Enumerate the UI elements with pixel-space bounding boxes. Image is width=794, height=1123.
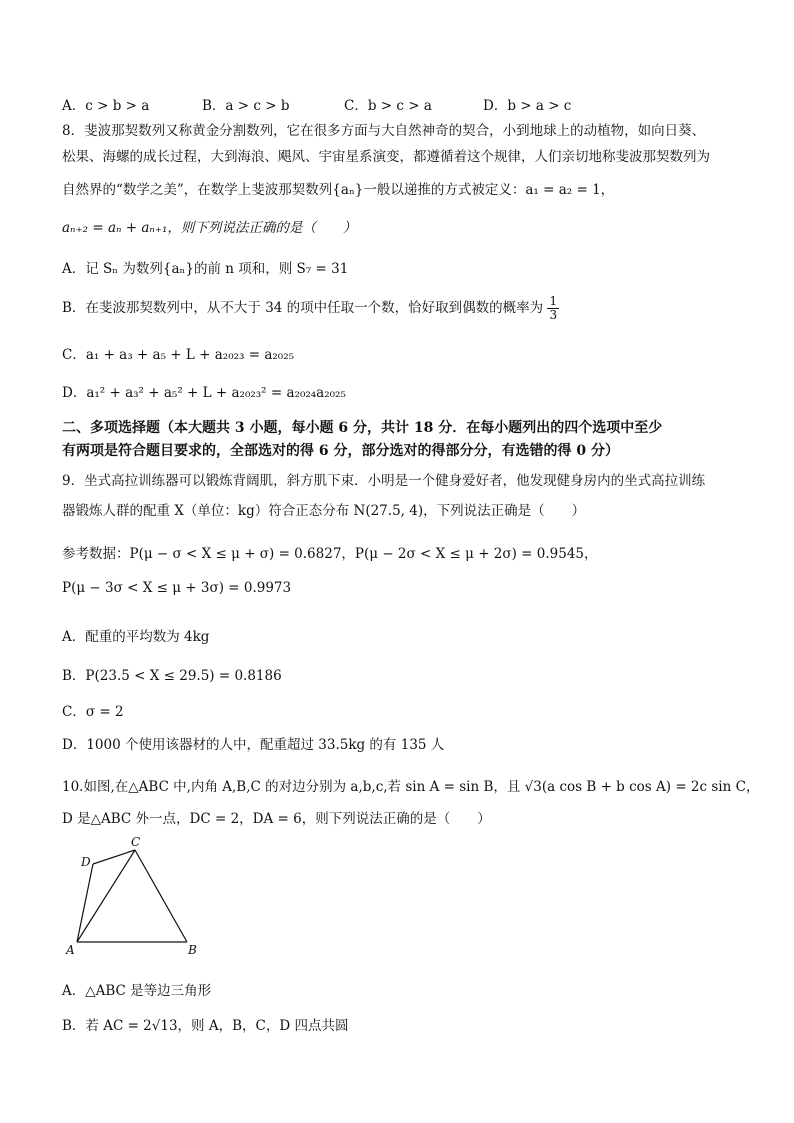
figure-segment-bc xyxy=(135,850,187,942)
figure-label-a: A xyxy=(66,943,75,957)
figure-label-d: D xyxy=(81,855,91,869)
q7-option-a: A．c > b > a xyxy=(62,98,150,114)
section-2-heading-line-1: 二、多项选择题（本大题共 3 小题，每小题 6 分，共计 18 分．在每小题列出的四个选项中至少 xyxy=(62,420,663,436)
q8-option-b-text: B．在斐波那契数列中，从不大于 34 的项中任取一个数，恰好取到偶数的概率为 xyxy=(62,300,544,316)
q8-option-b xyxy=(62,295,559,322)
q9-option-d: D．1000 个使用该器材的人中，配重超过 33.5kg 的有 135 人 xyxy=(62,737,445,753)
q10-stem-line-2: D 是△ABC 外一点，DC = 2，DA = 6，则下列说法正确的是（ ） xyxy=(62,811,491,827)
q9-option-c: C．σ = 2 xyxy=(62,704,124,720)
q10-option-a: A．△ABC 是等边三角形 xyxy=(62,983,212,999)
q9-option-a: A．配重的平均数为 4kg xyxy=(62,629,210,645)
q10-triangle-figure xyxy=(60,832,220,962)
figure-segment-dc xyxy=(93,850,135,864)
figure-label-b: B xyxy=(188,943,197,957)
q8-fraction-numerator: 1 xyxy=(549,294,558,308)
figure-label-c: C xyxy=(131,835,141,849)
q7-option-c: C．b > c > a xyxy=(344,98,432,114)
q9-stem-line-1: 9．坐式高拉训练器可以锻炼背阔肌，斜方肌下束．小明是一个健身爱好者，他发现健身房内的坐式高拉训练 xyxy=(62,473,706,489)
section-2-heading-line-2: 有两项是符合题目要求的，全部选对的得 6 分，部分选对的得部分分，有选错的得 0 分） xyxy=(62,443,619,459)
q10-option-b: B．若 AC = 2√13，则 A，B，C，D 四点共圆 xyxy=(62,1018,349,1034)
q9-option-b: B．P(23.5 < X ≤ 29.5) = 0.8186 xyxy=(62,668,282,684)
q9-reference-line-1: 参考数据：P(μ − σ < X ≤ μ + σ) = 0.6827，P(μ − 2σ < X ≤ μ + 2σ) = 0.9545， xyxy=(62,546,598,562)
q8-fraction-denominator: 3 xyxy=(549,308,558,322)
q7-option-d: D．b > a > c xyxy=(483,98,572,114)
q8-stem-line-4: aₙ₊₂ = aₙ + aₙ₊₁，则下列说法正确的是（ ） xyxy=(62,220,357,236)
q8-option-d: D．a₁² + a₃² + a₅² + L + a₂₀₂₃² = a₂₀₂₄a₂₀₂₅ xyxy=(62,385,346,401)
q8-stem-line-2: 松果、海螺的成长过程，大到海浪、飓风、宇宙星系演变，都遵循着这个规律，人们亲切地称斐波那契数列为 xyxy=(62,149,710,165)
q9-reference-line-2: P(μ − 3σ < X ≤ μ + 3σ) = 0.9973 xyxy=(62,580,292,596)
q7-option-b: B．a > c > b xyxy=(202,98,290,114)
q9-stem-line-2: 器锻炼人群的配重 X（单位：kg）符合正态分布 N(27.5, 4)，下列说法正确是（ ） xyxy=(62,503,586,519)
q8-stem-line-1: 8．斐波那契数列又称黄金分割数列，它在很多方面与大自然神奇的契合，小到地球上的动植物，如向日葵、 xyxy=(62,123,706,139)
q10-stem-line-1: 10.如图,在△ABC 中,内角 A,B,C 的对边分别为 a,b,c,若 sin A = sin B，且 √3(a cos B + b cos A) = 2c sin C， xyxy=(62,779,760,795)
q8-option-b-fraction xyxy=(547,295,559,322)
q8-stem-line-3: 自然界的“数学之美”，在数学上斐波那契数列{aₙ}一般以递推的方式被定义：a₁ = a₂ = 1， xyxy=(62,182,615,198)
q8-option-a: A．记 Sₙ 为数列{aₙ}的前 n 项和，则 S₇ = 31 xyxy=(62,261,349,277)
q8-option-c: C．a₁ + a₃ + a₅ + L + a₂₀₂₃ = a₂₀₂₅ xyxy=(62,347,295,363)
